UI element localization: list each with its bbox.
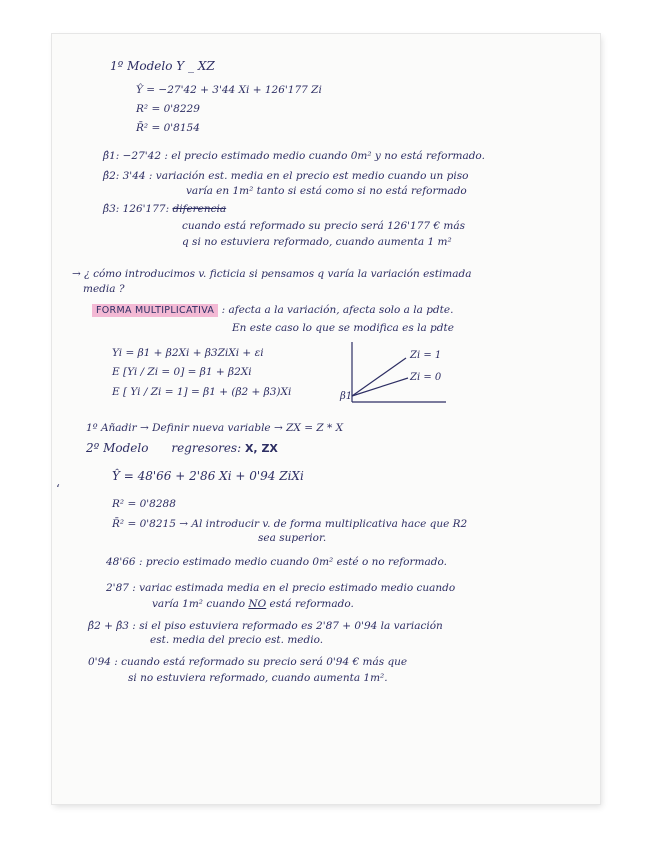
- model2-title-row: [86, 442, 278, 455]
- model1-beta3-row: [103, 203, 226, 216]
- model2-beta-sum-line1: β̂2 + β̂3 : si el piso estuviera reformado es 2'87 + 0'94 la variación: [88, 620, 443, 632]
- model2-title: 2º Modelo: [86, 441, 149, 455]
- model2-coef-2-87-line2b: está reformado.: [269, 598, 354, 610]
- model2-regressors: X, ZX: [244, 442, 278, 455]
- model2-equation: Ŷ = 48'66 + 2'86 Xi + 0'94 ZiXi: [112, 469, 304, 483]
- model2-regressors-label: regresores:: [171, 441, 242, 455]
- slope-graph: [338, 338, 473, 410]
- question-line1: → ¿ cómo introducimos v. ficticia si pensamos q varía la variación estimada: [72, 268, 472, 280]
- graph-line-z1: [352, 358, 406, 396]
- multiplicativa-eq2: E [Yi / Zi = 0] = β1 + β2Xi: [112, 366, 252, 378]
- margin-mark: ‘: [56, 482, 60, 496]
- model1-title: 1º Modelo Y _ XZ: [110, 59, 215, 73]
- model1-r2-adjusted: R̄² = 0'8154: [136, 122, 200, 134]
- model1-beta2-line1: β̂2: 3'44 : variación est. media en el precio est medio cuando un piso: [103, 170, 469, 182]
- model2-r2adj-row: [112, 518, 467, 531]
- model1-beta2-line2: varía en 1m² tanto si está como si no está reformado: [186, 185, 467, 197]
- model2-coef-2-87-no: NO: [248, 598, 267, 610]
- multiplicativa-eq1: Yi = β1 + β2Xi + β3ZiXi + εi: [112, 347, 264, 359]
- graph-label-z1: Zi = 1: [410, 350, 442, 361]
- question-line2: media ?: [83, 283, 125, 295]
- model1-beta1: β̂1: −27'42 : el precio estimado medio cuando 0m² y no está reformado.: [103, 150, 485, 162]
- graph-label-b1: β1: [340, 391, 353, 402]
- model2-r2-adjusted: R̄² = 0'8215: [112, 518, 176, 530]
- multiplicativa-eq3: E [ Yi / Zi = 1] = β1 + (β2 + β3)Xi: [112, 386, 292, 398]
- model2-r2adj-note1: → Al introducir v. de forma multiplicativa hace que R2: [179, 518, 468, 530]
- model2-coef-2-87-line1: 2'87 : variac estimada media en el precio estimado medio cuando: [106, 582, 456, 594]
- model1-beta3-line2: q si no estuviera reformado, cuando aumenta 1 m²: [182, 236, 452, 248]
- model2-coef-0-94-line1: 0'94 : cuando está reformado su precio será 0'94 € más que: [88, 656, 408, 668]
- model2-r2adj-note2: sea superior.: [258, 532, 327, 544]
- model2-r2: R² = 0'8288: [112, 498, 176, 510]
- multiplicativa-text2: En este caso lo que se modifica es la pdte: [232, 322, 454, 334]
- multiplicativa-text1: : afecta a la variación, afecta solo a la pdte.: [221, 304, 454, 316]
- graph-label-z0: Zi = 0: [410, 372, 442, 383]
- multiplicativa-highlight: FORMA MULTIPLICATIVA: [92, 304, 218, 317]
- model1-beta3-struck: diferencia: [172, 203, 227, 215]
- graph-line-z0: [352, 378, 408, 396]
- model2-beta-sum-line2: est. media del precio est. medio.: [150, 634, 324, 646]
- model2-coef-48-66: 48'66 : precio estimado medio cuando 0m² esté o no reformado.: [106, 556, 447, 568]
- model1-r2: R² = 0'8229: [136, 103, 200, 115]
- model1-equation: Ŷ = −27'42 + 3'44 Xi + 126'177 Zi: [136, 84, 322, 96]
- model1-beta3-label: β̂3: 126'177:: [103, 203, 170, 215]
- multiplicativa-row: [92, 304, 453, 317]
- model2-coef-2-87-line2: [152, 598, 354, 611]
- model2-coef-2-87-line2a: varía 1m² cuando: [152, 598, 246, 610]
- model1-beta3-line1: cuando está reformado su precio será 126'177 € más: [182, 220, 466, 232]
- model2-step1: 1º Añadir → Definir nueva variable → ZX = Z * X: [86, 422, 344, 434]
- model2-coef-0-94-line2: si no estuviera reformado, cuando aumenta 1m².: [128, 672, 388, 684]
